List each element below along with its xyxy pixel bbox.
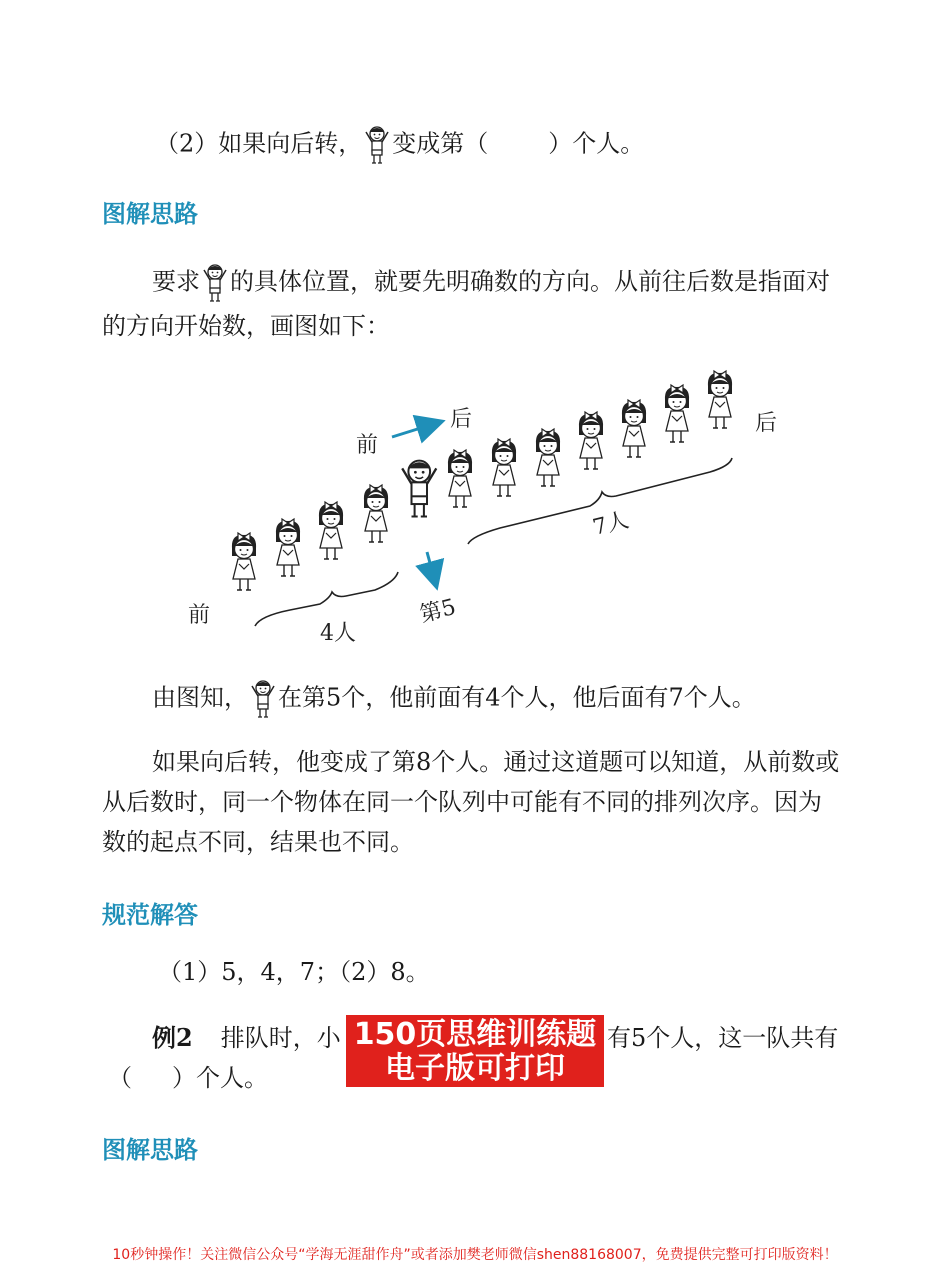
label-front-left: 前 (188, 603, 211, 628)
boy-icon (362, 124, 392, 166)
girl-figure (448, 450, 472, 507)
direction-arrow (392, 422, 440, 437)
example-2-line-1-end: 有5个人，这一队共有 (607, 1024, 839, 1052)
boy-figure (402, 461, 436, 517)
promo-banner[interactable]: 150页思维训练题 电子版可打印 (346, 1015, 604, 1087)
brace-front (255, 572, 398, 626)
answer-line: （1）5，4，7；（2）8。 (158, 958, 430, 986)
question-2: （2）如果向后转， 变成第（ ）个人。 (155, 124, 644, 166)
label-front-top: 前 (356, 433, 379, 458)
example-2-line-2: （ ）个人。 (108, 1064, 268, 1092)
label-four-people: 4人 (320, 621, 356, 646)
girl-figure (319, 502, 343, 559)
girl-figure (665, 385, 689, 442)
girl-figure (232, 533, 256, 590)
girl-figure (622, 400, 646, 457)
example-2-line-1: 例2 排队时，小 (152, 1023, 341, 1052)
footer-notice: 10秒钟操作！关注微信公众号“学海无涯甜作舟”或者添加樊老师微信shen88168007，免费提供完整可打印版资料！ (112, 1247, 838, 1263)
section-heading-solution-idea-2: 图解思路 (102, 1135, 198, 1164)
paragraph-2: 由图知， 在第5个，他前面有4个人，他后面有7个人。 (152, 678, 756, 720)
paragraph-3-line-2: 从后数时，同一个物体在同一个队列中可能有不同的排列次序。因为 (102, 788, 822, 816)
paragraph-1-line-2: 的方向开始数，画图如下： (102, 312, 390, 340)
paragraph-3-line-3: 数的起点不同，结果也不同。 (102, 828, 414, 856)
girl-figure (492, 439, 516, 496)
queue-diagram (170, 360, 810, 660)
label-back-top: 后 (450, 407, 473, 432)
label-seven-people: 7人 (590, 507, 632, 541)
section-heading-solution-idea: 图解思路 (102, 199, 198, 228)
girl-figure (708, 371, 732, 428)
boy-icon (200, 262, 230, 304)
girl-figure (536, 429, 560, 486)
section-heading-standard-answer: 规范解答 (102, 900, 198, 929)
label-back-right: 后 (755, 411, 778, 436)
girl-figure (276, 519, 300, 576)
pointer-arrow (427, 552, 436, 585)
paragraph-3-line-1: 如果向后转，他变成了第8个人。通过这道题可以知道，从前数或 (152, 748, 840, 776)
girl-figure (579, 412, 603, 469)
example-label: 例2 (152, 1023, 193, 1052)
label-fifth: 第5 (417, 594, 459, 628)
girl-figure (364, 485, 388, 542)
boy-icon (248, 678, 278, 720)
paragraph-1-line-1: 要求 的具体位置，就要先明确数的方向。从前往后数是指面对 (152, 262, 830, 304)
